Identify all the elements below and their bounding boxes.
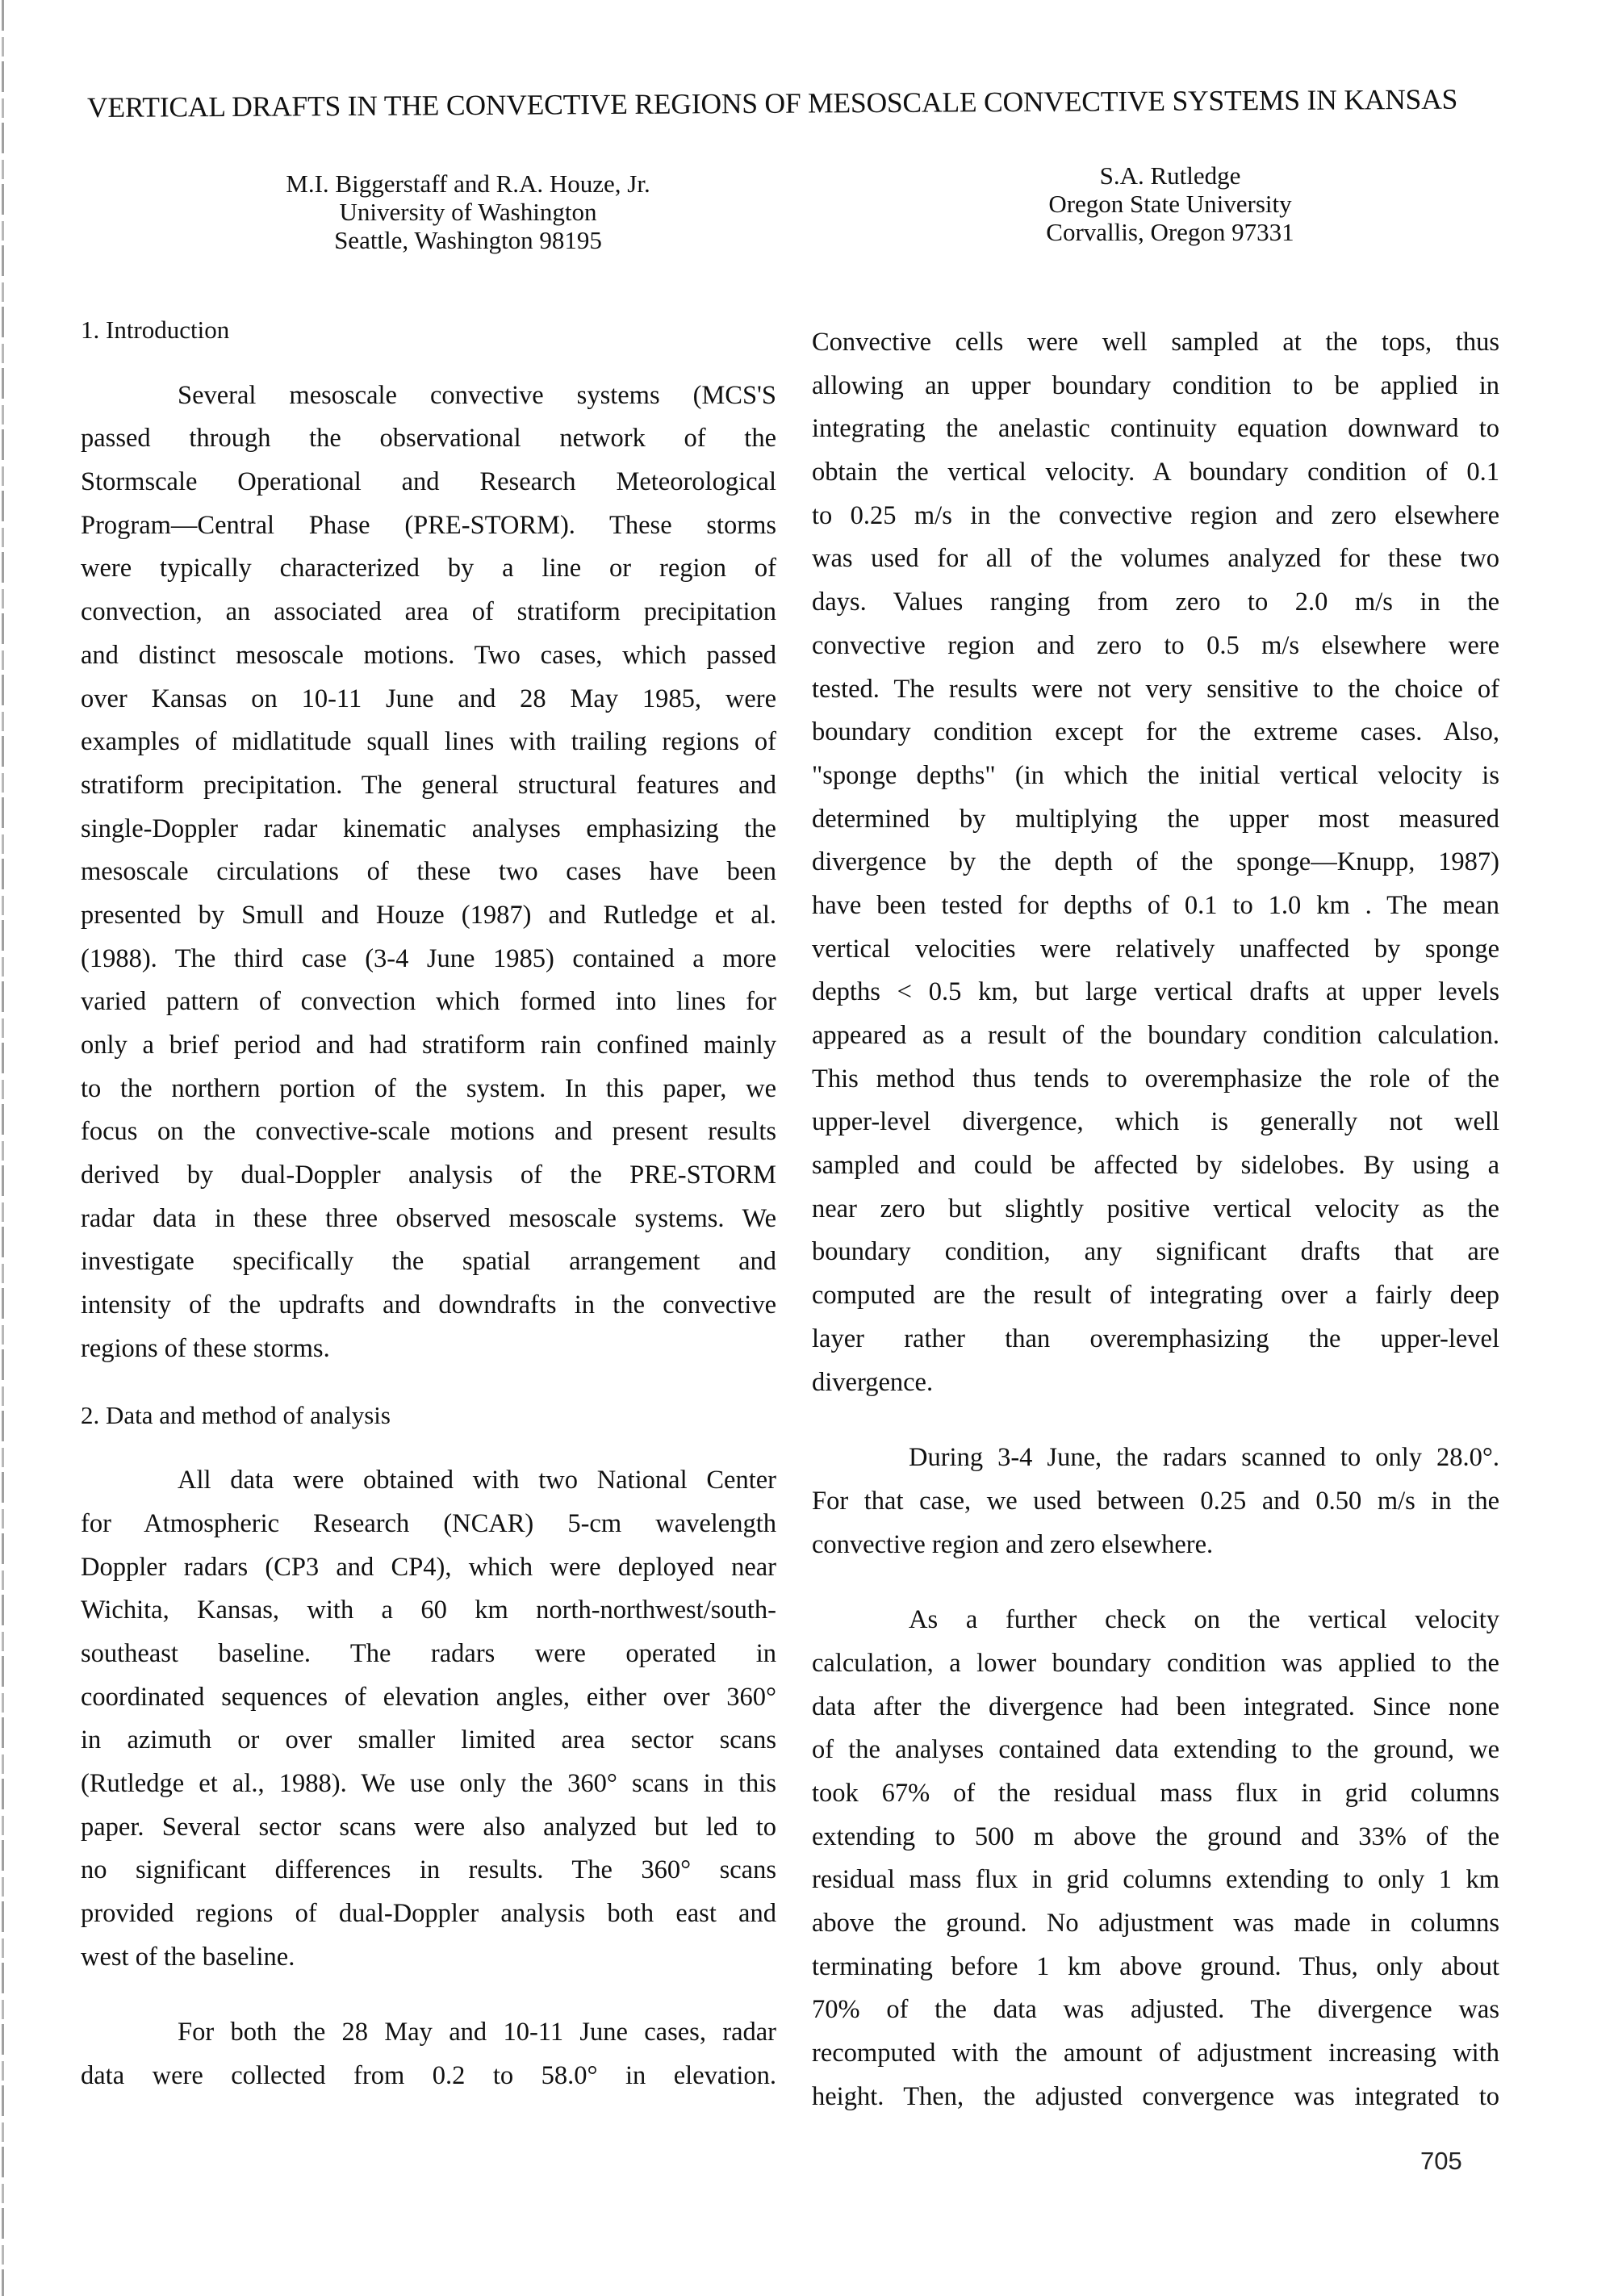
text-line: paper. Several sector scans were also analyzed but led to [81,1812,776,1842]
text-line: height. Then, the adjusted convergence was integrated to [812,2081,1499,2111]
text-line: During 3-4 June, the radars scanned to only 28.0°. [909,1443,1499,1473]
section-heading-introduction: 1. Introduction [81,316,230,344]
text-line: Program—Central Phase (PRE-STORM). These storms [81,510,776,540]
text-line: single-Doppler radar kinematic analyses emphasizing the [81,813,776,843]
text-line: This method thus tends to overemphasize the role of the [812,1064,1499,1094]
text-line: for Atmospheric Research (NCAR) 5-cm wavelength [81,1508,776,1538]
scan-edge-artifact [2,0,4,2296]
text-line: were typically characterized by a line or region of [81,554,776,583]
text-line: (Rutledge et al., 1988). We use only the 360° scans in this [81,1769,776,1798]
right-column [812,321,1499,2119]
text-line: terminating before 1 km above ground. Thus, only about [812,1951,1499,1981]
text-line: stratiform precipitation. The general structural features and [81,770,776,800]
text-line: no significant differences in results. The 360° scans [81,1855,776,1885]
text-line: Doppler radars (CP3 and CP4), which were deployed near [81,1552,776,1582]
text-line: computed are the result of integrating over a fairly deep [812,1281,1499,1311]
text-line: divergence. [812,1367,934,1397]
text-line: divergence by the depth of the sponge—Knupp, 1987) [812,847,1499,877]
text-line: Wichita, Kansas, with a 60 km north-northwest/south- [81,1595,776,1625]
author-address: Seattle, Washington 98195 [334,226,602,254]
text-line: passed through the observational network of the [81,424,776,454]
text-line: extending to 500 m above the ground and 33% of the [812,1821,1499,1851]
paragraph-june-case [812,1437,1499,1566]
text-line: For that case, we used between 0.25 and 0.50 m/s in the [812,1486,1499,1516]
text-line: focus on the convective-scale motions and present results [81,1117,776,1147]
text-line: allowing an upper boundary condition to be applied in [812,370,1499,400]
text-line: appeared as a result of the boundary condition calculation. [812,1021,1499,1050]
text-line: presented by Smull and Houze (1987) and Rutledge et al. [81,900,776,930]
text-line: to 0.25 m/s in the convective region and zero elsewhere [812,500,1499,530]
text-line: For both the 28 May and 10-11 June cases, radar [178,2018,776,2047]
text-line: sampled and could be affected by sidelobes. By using a [812,1151,1499,1181]
section-heading-data-method: 2. Data and method of analysis [81,1400,391,1429]
author-institution: University of Washington [339,198,597,226]
text-line: coordinated sequences of elevation angles, either over 360° [81,1682,776,1712]
text-line: data were collected from 0.2 to 58.0° in elevation. [81,2061,776,2091]
text-line: data after the divergence had been integrated. Since none [812,1692,1499,1721]
text-line: convection, an associated area of stratiform precipitation [81,597,776,627]
text-line: tested. The results were not very sensitive to the choice of [812,674,1499,704]
text-line: convective region and zero elsewhere. [812,1529,1214,1559]
text-line: Stormscale Operational and Research Meteorological [81,467,776,497]
author-institution: Oregon State University [1048,190,1292,218]
text-line: derived by dual-Doppler analysis of the PRE-STORM [81,1161,776,1190]
text-line: As a further check on the vertical velocity [909,1605,1499,1635]
text-line: southeast baseline. The radars were operated in [81,1638,776,1668]
text-line: near zero but slightly positive vertical velocity as the [812,1194,1499,1223]
text-line: radar data in these three observed mesoscale systems. We [81,1203,776,1233]
paragraph-radar-elevation [81,2011,776,2097]
text-line: boundary condition except for the extreme cases. Also, [812,717,1499,747]
text-line: "sponge depths" (in which the initial vertical velocity is [812,760,1499,790]
text-line: west of the baseline. [81,1942,295,1972]
text-line: intensity of the updrafts and downdrafts in the convective [81,1290,776,1320]
text-line: days. Values ranging from zero to 2.0 m/s in the [812,588,1499,617]
author-address: Corvallis, Oregon 97331 [1046,218,1294,246]
paragraph-boundary-condition [812,321,1499,1404]
text-line: boundary condition, any significant drafts that are [812,1237,1499,1267]
text-line: to the northern portion of the system. In this paper, we [81,1073,776,1103]
text-line: layer rather than overemphasizing the upper-level [812,1324,1499,1353]
left-column [81,308,776,2098]
author-block-left [266,169,670,254]
text-line: upper-level divergence, which is generally not well [812,1107,1499,1137]
text-line: Convective cells were well sampled at the tops, thus [812,328,1499,357]
paragraph-lower-boundary [812,1599,1499,2118]
text-line: depths < 0.5 km, but large vertical drafts at upper levels [812,977,1499,1007]
paper-title: VERTICAL DRAFTS IN THE CONVECTIVE REGIONS OF MESOSCALE CONVECTIVE SYSTEMS IN KANSAS [86,82,1458,123]
text-line: All data were obtained with two National Center [178,1466,776,1495]
author-names: M.I. Biggerstaff and R.A. Houze, Jr. [286,169,650,198]
text-line: of the analyses contained data extending to the ground, we [812,1735,1499,1765]
author-block-right [968,161,1372,246]
text-line: over Kansas on 10-11 June and 28 May 1985, were [81,684,776,713]
text-line: residual mass flux in grid columns extending to only 1 km [812,1865,1499,1895]
text-line: examples of midlatitude squall lines with trailing regions of [81,727,776,757]
text-line: determined by multiplying the upper most measured [812,804,1499,834]
text-line: varied pattern of convection which formed into lines for [81,987,776,1017]
text-line: convective region and zero to 0.5 m/s elsewhere were [812,630,1499,660]
paragraph-data [81,1459,776,1979]
text-line: in azimuth or over smaller limited area sector scans [81,1725,776,1755]
text-line: and distinct mesoscale motions. Two cases, which passed [81,640,776,670]
text-line: regions of these storms. [81,1333,330,1363]
text-line: 70% of the data was adjusted. The divergence was [812,1995,1499,2025]
text-line: investigate specifically the spatial arrangement and [81,1247,776,1277]
author-names: S.A. Rutledge [1099,161,1241,190]
text-line: was used for all of the volumes analyzed for these two [812,544,1499,574]
text-line: mesoscale circulations of these two cases have been [81,857,776,887]
text-line: integrating the anelastic continuity equation downward to [812,414,1499,444]
text-line: recomputed with the amount of adjustment increasing with [812,2039,1499,2068]
text-line: calculation, a lower boundary condition was applied to the [812,1648,1499,1678]
text-line: only a brief period and had stratiform rain confined mainly [81,1031,776,1060]
text-line: vertical velocities were relatively unaffected by sponge [812,934,1499,964]
paragraph-introduction [81,374,776,1371]
page-number: 705 [1420,2147,1462,2175]
text-line: provided regions of dual-Doppler analysis both east and [81,1899,776,1929]
text-line: obtain the vertical velocity. A boundary condition of 0.1 [812,458,1499,487]
text-line: above the ground. No adjustment was made in columns [812,1909,1499,1938]
text-line: have been tested for depths of 0.1 to 1.0 km . The mean [812,890,1499,920]
text-line: took 67% of the residual mass flux in grid columns [812,1779,1499,1808]
text-line: Several mesoscale convective systems (MCS'S [178,380,776,410]
text-line: (1988). The third case (3-4 June 1985) contained a more [81,943,776,973]
